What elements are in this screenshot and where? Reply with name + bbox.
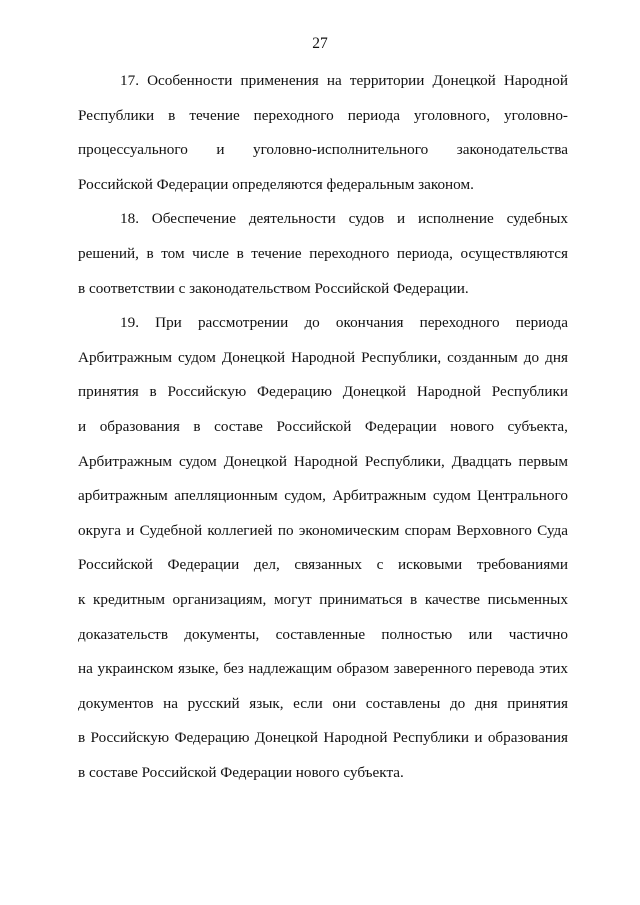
text-line: в соответствии с законодательством Российской Федерации. — [78, 279, 469, 297]
text-line: процессуального и уголовно-исполнительного законодательства — [78, 141, 568, 159]
text-line: Российской Федерации дел, связанных с исковыми требованиями — [78, 556, 568, 574]
paragraph-17 — [78, 64, 568, 202]
paragraph-19 — [78, 306, 568, 790]
text-line: арбитражным апелляционным судом, Арбитражным судом Центрального — [78, 487, 568, 505]
text-line: округа и Судебной коллегией по экономическим спорам Верховного Суда — [78, 521, 568, 539]
document-body — [78, 64, 568, 790]
text-line: на украинском языке, без надлежащим образом заверенного перевода этих — [78, 660, 568, 678]
page-number: 27 — [312, 35, 328, 52]
text-line: документов на русский язык, если они составлены до дня принятия — [78, 694, 568, 712]
text-line: Арбитражным судом Донецкой Народной Республики, созданным до дня — [78, 348, 568, 366]
text-line: 18. Обеспечение деятельности судов и исполнение судебных — [120, 210, 568, 228]
text-line: 19. При рассмотрении до окончания переходного периода — [120, 314, 568, 332]
text-line: в составе Российской Федерации нового субъекта. — [78, 763, 404, 781]
text-line: доказательств документы, составленные полностью или частично — [78, 625, 568, 643]
text-line: к кредитным организациям, могут приниматься в качестве письменных — [78, 590, 568, 608]
text-line: в Российскую Федерацию Донецкой Народной Республики и образования — [78, 729, 568, 747]
text-line: Арбитражным судом Донецкой Народной Республики, Двадцать первым — [78, 452, 568, 470]
text-line: Республики в течение переходного периода уголовного, уголовно- — [78, 106, 568, 124]
paragraph-18 — [78, 202, 568, 306]
text-line: 17. Особенности применения на территории Донецкой Народной — [120, 72, 568, 89]
text-line: принятия в Российскую Федерацию Донецкой Народной Республики — [78, 383, 568, 401]
text-line: решений, в том числе в течение переходного периода, осуществляются — [78, 244, 568, 262]
text-line: Российской Федерации определяются федеральным законом. — [78, 175, 474, 193]
text-line: и образования в составе Российской Федерации нового субъекта, — [78, 417, 568, 435]
